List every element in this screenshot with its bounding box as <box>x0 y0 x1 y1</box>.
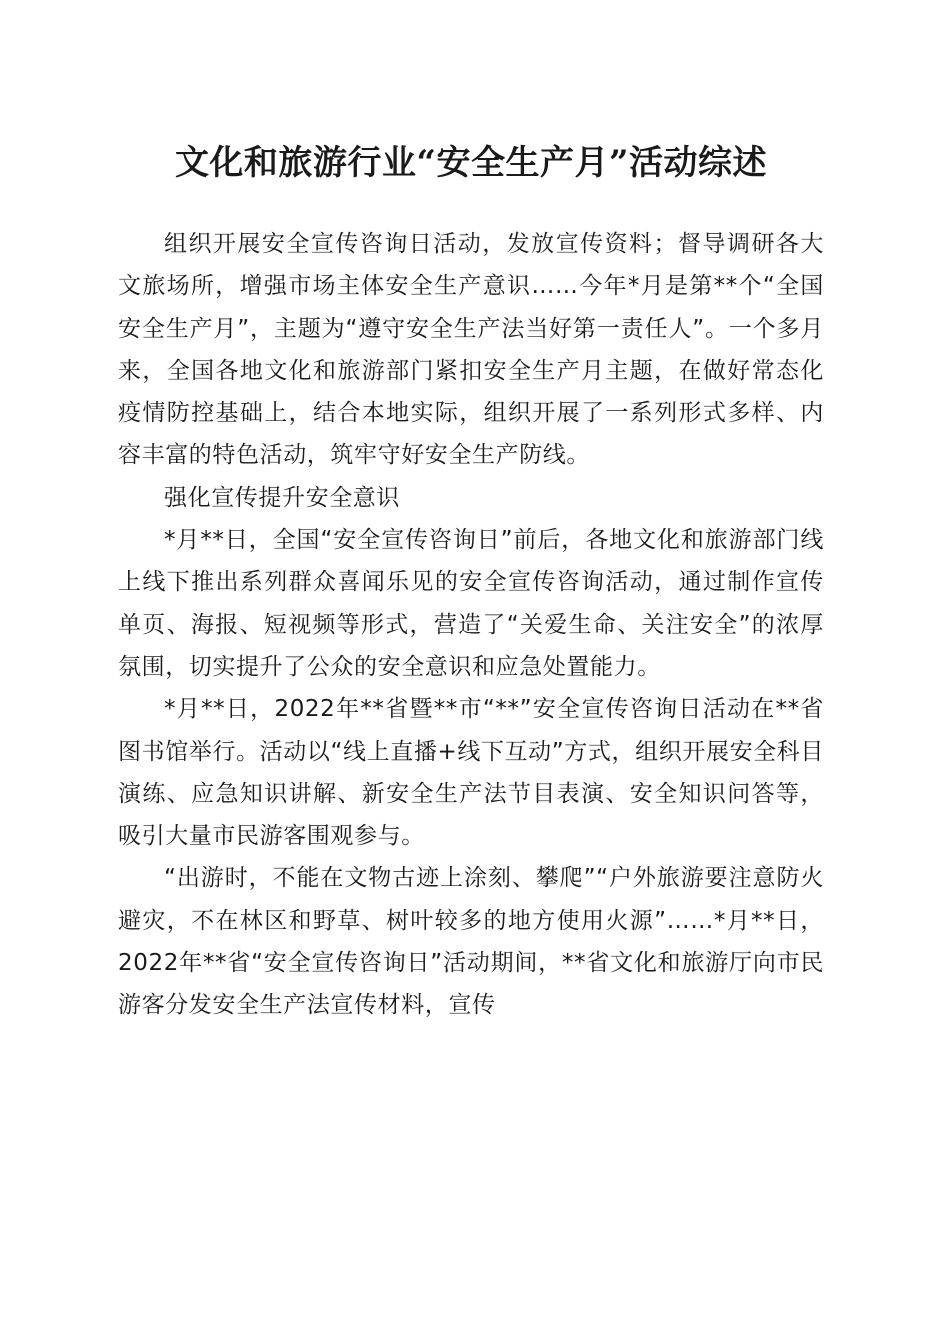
section-heading: 强化宣传提升安全意识 <box>164 484 400 511</box>
document-title: 文化和旅游行业“安全生产月”活动综述 <box>174 143 768 183</box>
paragraph-tourism-safety: “出游时，不能在文物古迹上涂刻、攀爬”“户外旅游要注意防火避灾，不在林区和野草、树叶较多的地方使用火源”……*月**日，2022年**省“安全宣传咨询日”活动期间，**省文化和旅游厅向市民游客分发安全生产法宣传材料，宣传 <box>118 865 824 1019</box>
paragraph-consultation-day: *月**日，全国“安全宣传咨询日”前后，各地文化和旅游部门线上线下推出系列群众喜闻乐见的安全宣传咨询活动，通过制作宣传单页、海报、短视频等形式，营造了“关爱生命、关注安全”的浓厚氛围，切实提升了公众的安全意识和应急处置能力。 <box>118 527 824 680</box>
paragraph-intro: 组织开展安全宣传咨询日活动，发放宣传资料；督导调研各大文旅场所，增强市场主体安全生产意识……今年*月是第**个“全国安全生产月”，主题为“遵守安全生产法当好第一责任人”。一个多月来，全国各地文化和旅游部门紧扣安全生产月主题，在做好常态化疫情防控基础上，结合本地实际，组织开展了一系列形式多样、内容丰富的特色活动，筑牢守好安全生产防线。 <box>118 231 824 469</box>
document-body <box>118 223 824 1027</box>
paragraph-library-event: *月**日，2022年**省暨**市“**”安全宣传咨询日活动在**省图书馆举行。活动以“线上直播+线下互动”方式，组织开展安全科目演练、应急知识讲解、新安全生产法节目表演、安全知识问答等，吸引大量市民游客围观参与。 <box>118 696 824 850</box>
